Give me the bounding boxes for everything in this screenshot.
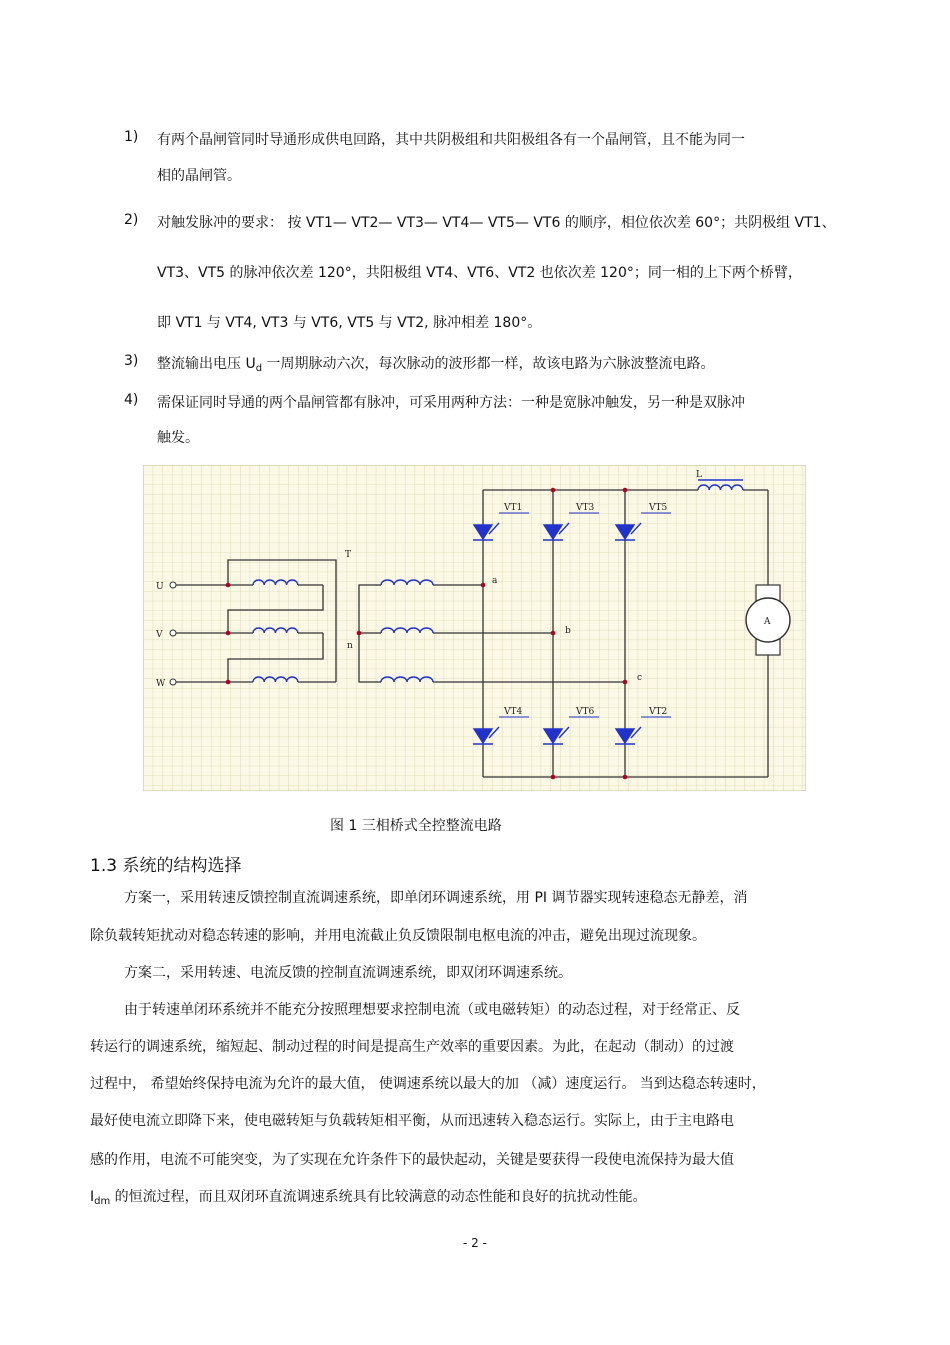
list-number: 2) xyxy=(124,212,139,228)
thyristor-vt4-label: VT4 xyxy=(504,707,523,717)
node-a-label: a xyxy=(492,576,498,586)
list-text-line: 有两个晶闸管同时导通形成供电回路，其中共阴极组和共阳极组各有一个晶闸管，且不能为同一 xyxy=(157,132,745,148)
thyristor-vt6-label: VT6 xyxy=(576,707,595,717)
thyristor-vt5-label: VT5 xyxy=(649,503,668,513)
motor-label: A xyxy=(764,617,771,627)
section-title: 1.3 系统的结构选择 xyxy=(90,856,242,876)
transformer-label: T xyxy=(345,550,352,560)
phase-w-label: W xyxy=(156,679,166,689)
circuit-diagram xyxy=(143,465,806,791)
list-number: 1) xyxy=(124,129,139,145)
list-text-line: 对触发脉冲的要求： 按 VT1— VT2— VT3— VT4— VT5— VT6 的顺序，相位依次差 60°；共阴极组 VT1、 xyxy=(157,215,836,231)
paragraph-line: 方案一，采用转速反馈控制直流调速系统，即单闭环调速系统，用 PI 调节器实现转速稳态无静差，消 xyxy=(124,890,748,906)
inductor-label: L xyxy=(696,470,702,480)
list-number: 4) xyxy=(124,392,139,408)
node-b-label: b xyxy=(565,626,571,636)
paragraph-line: 过程中， 希望始终保持电流为允许的最大值， 使调速系统以最大的加 （减）速度运行。 当到达稳态转速时， xyxy=(90,1076,766,1092)
list-text-line: VT3、VT5 的脉冲依次差 120°，共阳极组 VT4、VT6、VT2 也依次差 120°；同一相的上下两个桥臂， xyxy=(157,265,802,281)
list-text-line: 即 VT1 与 VT4, VT3 与 VT6, VT5 与 VT2, 脉冲相差 180°。 xyxy=(157,315,542,331)
neutral-label: n xyxy=(347,641,353,651)
paragraph-line: 除负载转矩扰动对稳态转速的影响，并用电流截止负反馈限制电枢电流的冲击，避免出现过流现象。 xyxy=(90,928,706,944)
list-text-line: 触发。 xyxy=(157,430,199,446)
paragraph-line: 感的作用，电流不可能突变，为了实现在允许条件下的最快起动，关键是要获得一段使电流保持为最大值 xyxy=(90,1152,734,1168)
node-c-label: c xyxy=(637,673,643,683)
thyristor-vt2-label: VT2 xyxy=(649,707,668,717)
paragraph-line: 由于转速单闭环系统并不能充分按照理想要求控制电流（或电磁转矩）的动态过程，对于经常正、反 xyxy=(124,1002,740,1018)
paragraph-line: 方案二，采用转速、电流反馈的控制直流调速系统，即双闭环调速系统。 xyxy=(124,965,572,981)
figure-caption: 图 1 三相桥式全控整流电路 xyxy=(330,818,502,834)
paragraph-line: 转运行的调速系统，缩短起、制动过程的时间是提高生产效率的重要因素。为此，在起动（制动）的过渡 xyxy=(90,1039,734,1055)
list-text-line: 相的晶闸管。 xyxy=(157,168,241,184)
list-number: 3) xyxy=(124,353,139,369)
phase-v-label: V xyxy=(156,630,163,640)
list-text-line: 需保证同时导通的两个晶闸管都有脉冲，可采用两种方法：一种是宽脉冲触发，另一种是双脉冲 xyxy=(157,395,745,411)
paragraph-line: $I_{dm}$ 的恒流过程，而且双闭环直流调速系统具有比较满意的动态性能和良好的抗扰动性能。 xyxy=(90,1189,647,1207)
list-text-line: 整流输出电压 $U_d$ 一周期脉动六次，每次脉动的波形都一样，故该电路为六脉波整流电路。 xyxy=(157,356,715,374)
page-number: - 2 - xyxy=(463,1236,487,1250)
thyristor-vt1-label: VT1 xyxy=(504,503,523,513)
paragraph-line: 最好使电流立即降下来，使电磁转矩与负载转矩相平衡，从而迅速转入稳态运行。实际上，由于主电路电 xyxy=(90,1113,734,1129)
thyristor-vt3-label: VT3 xyxy=(576,503,595,513)
phase-u-label: U xyxy=(156,582,164,592)
